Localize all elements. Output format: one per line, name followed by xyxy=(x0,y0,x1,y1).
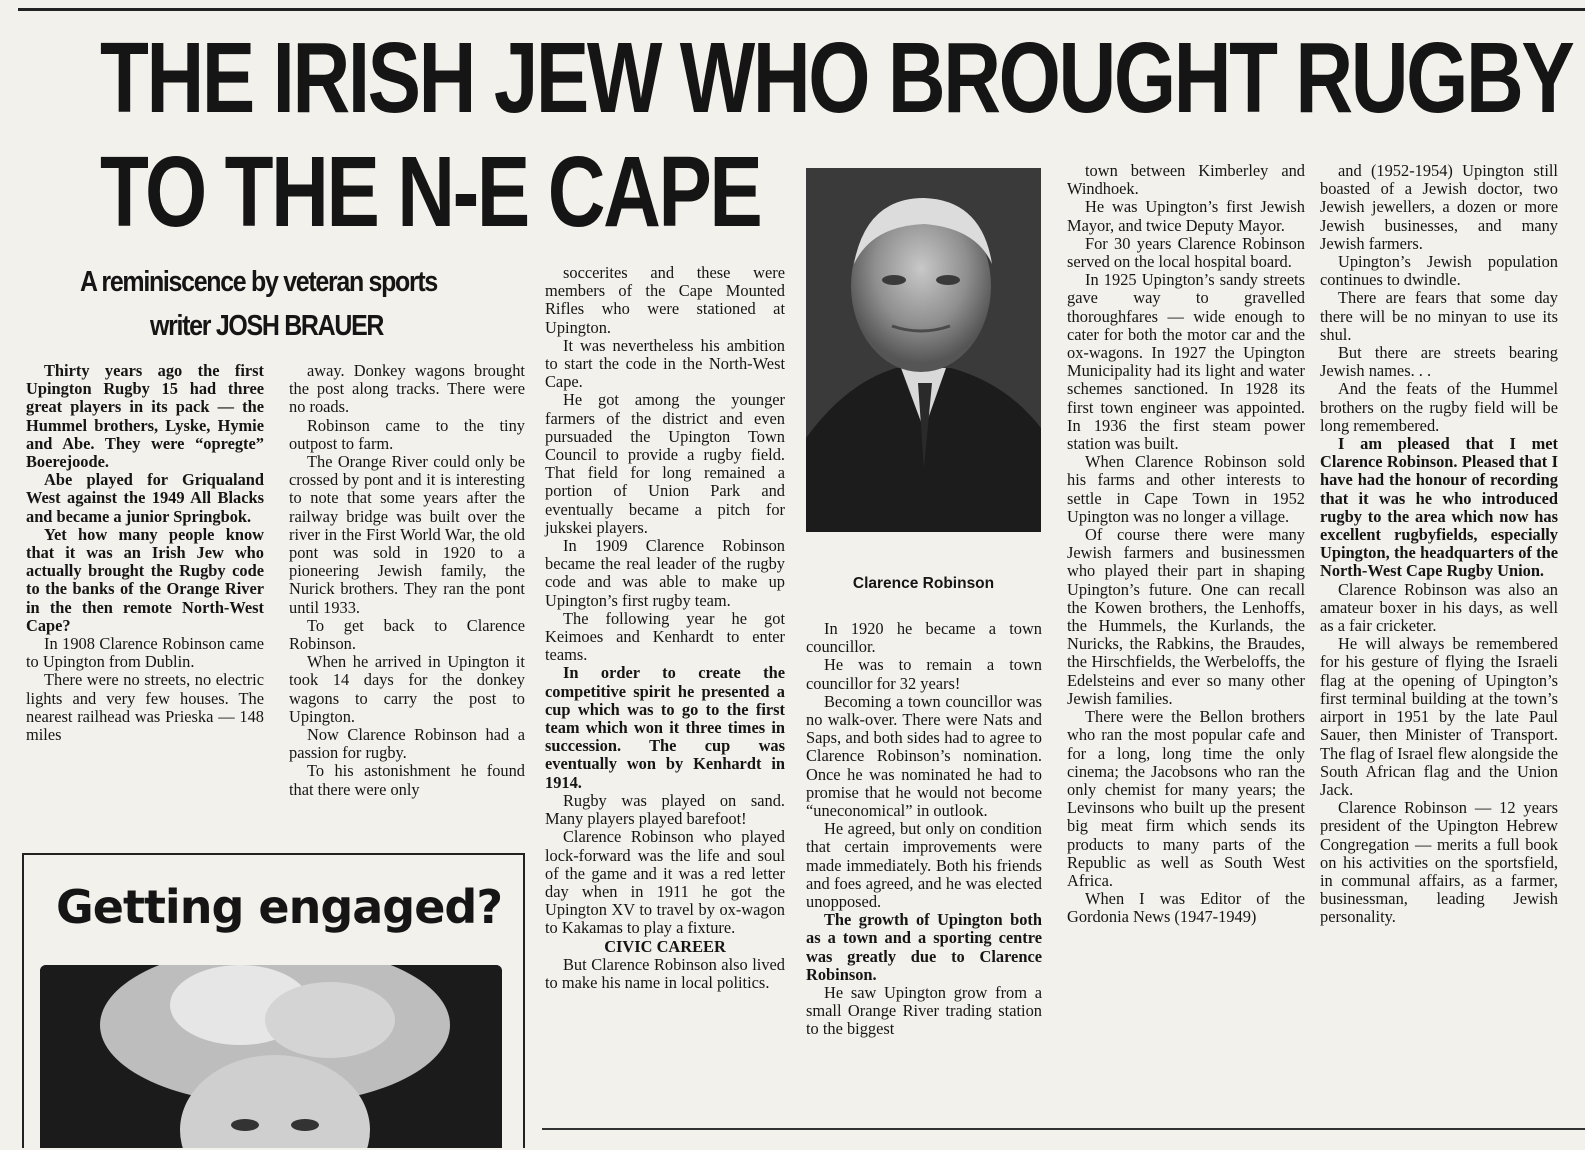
article-paragraph: Thirty years ago the first Upington Rugby 15 had three great players in its pack — the Hummel brothers, Lyske, Hymie and Abe. They were “opregte” Boerejoode. xyxy=(26,361,264,472)
portrait-silhouette xyxy=(806,168,1041,532)
article-paragraph: He will always be remembered for his gesture of flying the Israeli flag at the opening of Upington’s first terminal building at the town’s airport in 1951 by the late Paul Sauer, then Minister of Transport. The flag of Israel flew alongside the South African flag and the Union Jack. xyxy=(1320,634,1558,799)
article-paragraph: Clarence Robinson was also an amateur boxer in his days, as well as a fair cricketer. xyxy=(1320,579,1558,636)
portrait-photo xyxy=(806,168,1041,532)
article-paragraph: He agreed, but only on condition that certain improvements were made immediately. Both his friends and foes agreed, and he was elected unopposed. xyxy=(806,819,1042,912)
section-subheading: CIVIC CAREER xyxy=(604,936,726,956)
top-rule xyxy=(18,8,1585,11)
article-paragraph: It was nevertheless his ambition to start the code in the North-West Cape. xyxy=(545,335,785,392)
bottom-rule xyxy=(542,1128,1585,1130)
headline-line-1: THE IRISH JEW WHO BROUGHT RUGBY xyxy=(100,22,1573,134)
article-paragraph: Now Clarence Robinson had a passion for rugby. xyxy=(289,725,525,763)
article-paragraph: In order to create the competitive spirit he presented a cup which was to go to the first team which won it three times in succession. The cup was eventually won by Kenhardt in 1914. xyxy=(545,663,785,792)
article-paragraph: Abe played for Griqualand West against the 1949 All Blacks and became a junior Springbok. xyxy=(26,470,264,526)
article-paragraph: But Clarence Robinson also lived to make his name in local politics. xyxy=(545,954,785,992)
article-paragraph: There were no streets, no electric lights and very few houses. The nearest railhead was Prieska — 148 miles xyxy=(26,670,264,745)
article-paragraph: But there are streets bearing Jewish names. . . xyxy=(1320,343,1558,381)
article-column-5 xyxy=(1067,162,1305,927)
article-paragraph: The Orange River could only be crossed by pont and it is interesting to note that some years after the railway bridge was built over the river in the First World War, the old pont was sold in 1920 to a pioneering Jewish family, the Nurick brothers. They ran the pont until 1933. xyxy=(289,452,525,617)
article-paragraph: He saw Upington grow from a small Orange River trading station to the biggest xyxy=(806,983,1042,1039)
article-paragraph: The following year he got Keimoes and Kenhardt to enter teams. xyxy=(545,608,785,665)
photo-caption: Clarence Robinson xyxy=(852,575,995,592)
article-paragraph: There were the Bellon brothers who ran the most popular cafe and for a long, long time the only cinema; the Jacobsons who ran the only chemist for many years; the Levinsons who built up the present big meat firm which sends its products to many parts of the Republic as well as South West Africa. xyxy=(1067,707,1305,890)
article-paragraph: He got among the younger farmers of the district and even pursuaded the Upington Town Council to provide a rugby field. That field for long remained a portion of Union Park and eventually became a pitch for jukskei players. xyxy=(545,390,785,537)
article-paragraph: When I was Editor of the Gordonia News (1947-1949) xyxy=(1067,889,1305,927)
article-paragraph: And the feats of the Hummel brothers on the rugby field will be long remembered. xyxy=(1320,379,1558,435)
byline-line-2: writer JOSH BRAUER xyxy=(150,310,384,342)
article-paragraph: Upington’s Jewish population continues to dwindle. xyxy=(1320,252,1558,290)
article-paragraph: In 1920 he became a town councillor. xyxy=(806,619,1042,657)
article-column-3 xyxy=(545,264,785,992)
article-column-6 xyxy=(1320,162,1558,927)
advertisement-photo xyxy=(40,965,502,1148)
article-paragraph: I am pleased that I met Clarence Robinson. Pleased that I have had the honour of recording that it was he who introduced rugby to the area which now has excellent rugbyfields, especially Upington, the headquarters of the North-West Cape Rugby Union. xyxy=(1320,434,1558,581)
article-paragraph: In 1909 Clarence Robinson became the real leader of the rugby code and was able to make up Upington’s first rugby team. xyxy=(545,536,785,610)
article-paragraph: Robinson came to the tiny outpost to farm. xyxy=(289,415,525,453)
article-paragraph: Clarence Robinson who played lock-forward was the life and soul of the game and it was a red letter day when in 1911 he got the Upington XV to travel by ox-wagon to Kakamas to play a fixture. xyxy=(545,827,785,938)
article-paragraph: To get back to Clarence Robinson. xyxy=(289,615,525,654)
article-paragraph: Yet how many people know that it was an Irish Jew who actually brought the Rugby code to the banks of the Orange River in the then remote North-West Cape? xyxy=(26,524,264,635)
article-paragraph: Rugby was played on sand. Many players played barefoot! xyxy=(545,790,785,829)
article-paragraph: away. Donkey wagons brought the post along tracks. There were no roads. xyxy=(289,361,525,417)
article-paragraph: Becoming a town councillor was no walk-over. There were Nats and Saps, and both sides had to agree to Clarence Robinson’s nomination. Once he was nominated he had to promise that he would not become “uneconomical” in outlook. xyxy=(806,691,1042,821)
article-column-2 xyxy=(289,362,525,799)
article-paragraph: When he arrived in Upington it took 14 days for the donkey wagons to carry the post to Upington. xyxy=(289,652,525,726)
article-column-4 xyxy=(806,620,1042,1039)
article-paragraph: town between Kimberley and Windhoek. xyxy=(1067,161,1305,199)
article-paragraph: Clarence Robinson — 12 years president of the Upington Hebrew Congregation — merits a full book on his activities on the sportsfield, in communal affairs, as a farmer, businessman, leading Jewish personality. xyxy=(1320,798,1558,927)
woman-portrait-graphic xyxy=(40,965,502,1148)
article-paragraph: He was to remain a town councillor for 32 years! xyxy=(806,655,1042,693)
article-column-1 xyxy=(26,362,264,744)
article-paragraph: He was Upington’s first Jewish Mayor, and twice Deputy Mayor. xyxy=(1067,197,1305,235)
article-paragraph: The growth of Upington both as a town and a sporting centre was greatly due to Clarence Robinson. xyxy=(806,910,1042,984)
article-paragraph: In 1925 Upington’s sandy streets gave way to gravelled thoroughfares — wide enough to cater for both the motor car and the ox-wagons. In 1927 the Upington Municipality had its light and water schemes sanctioned. In 1928 its first town engineer was appointed. In 1936 the first steam power station was built. xyxy=(1067,270,1305,454)
article-paragraph: There are fears that some day there will be no minyan to use its shul. xyxy=(1320,288,1558,344)
article-paragraph: When Clarence Robinson sold his farms and other interests to settle in Cape Town in 1952 Upington was no longer a village. xyxy=(1067,452,1305,526)
byline-line-1: A reminiscence by veteran sports xyxy=(80,266,438,298)
article-paragraph: To his astonishment he found that there were only xyxy=(289,761,525,799)
article-paragraph: In 1908 Clarence Robinson came to Upington from Dublin. xyxy=(26,634,264,672)
article-paragraph: For 30 years Clarence Robinson served on the local hospital board. xyxy=(1067,233,1305,272)
article-paragraph: and (1952-1954) Upington still boasted of a Jewish doctor, two Jewish jewellers, a dozen or more Jewish businesses, and many Jewish farmers. xyxy=(1320,161,1558,253)
article-paragraph: Of course there were many Jewish farmers and businessmen who played their part in shaping Upington’s future. One can recall the Kowen brothers, the Lenhoffs, the Hummels, the Kurlands, the Nuricks, the Rabkins, the Braudes, the Hirschfields, the Werbeloffs, the Edelsteins and ever so many other Jewish families. xyxy=(1067,525,1305,708)
article-paragraph: soccerites and these were members of the Cape Mounted Rifles who were stationed at Upington. xyxy=(545,263,785,337)
headline-line-2: TO THE N-E CAPE xyxy=(100,136,761,248)
advertisement-title: Getting engaged? xyxy=(56,880,503,934)
